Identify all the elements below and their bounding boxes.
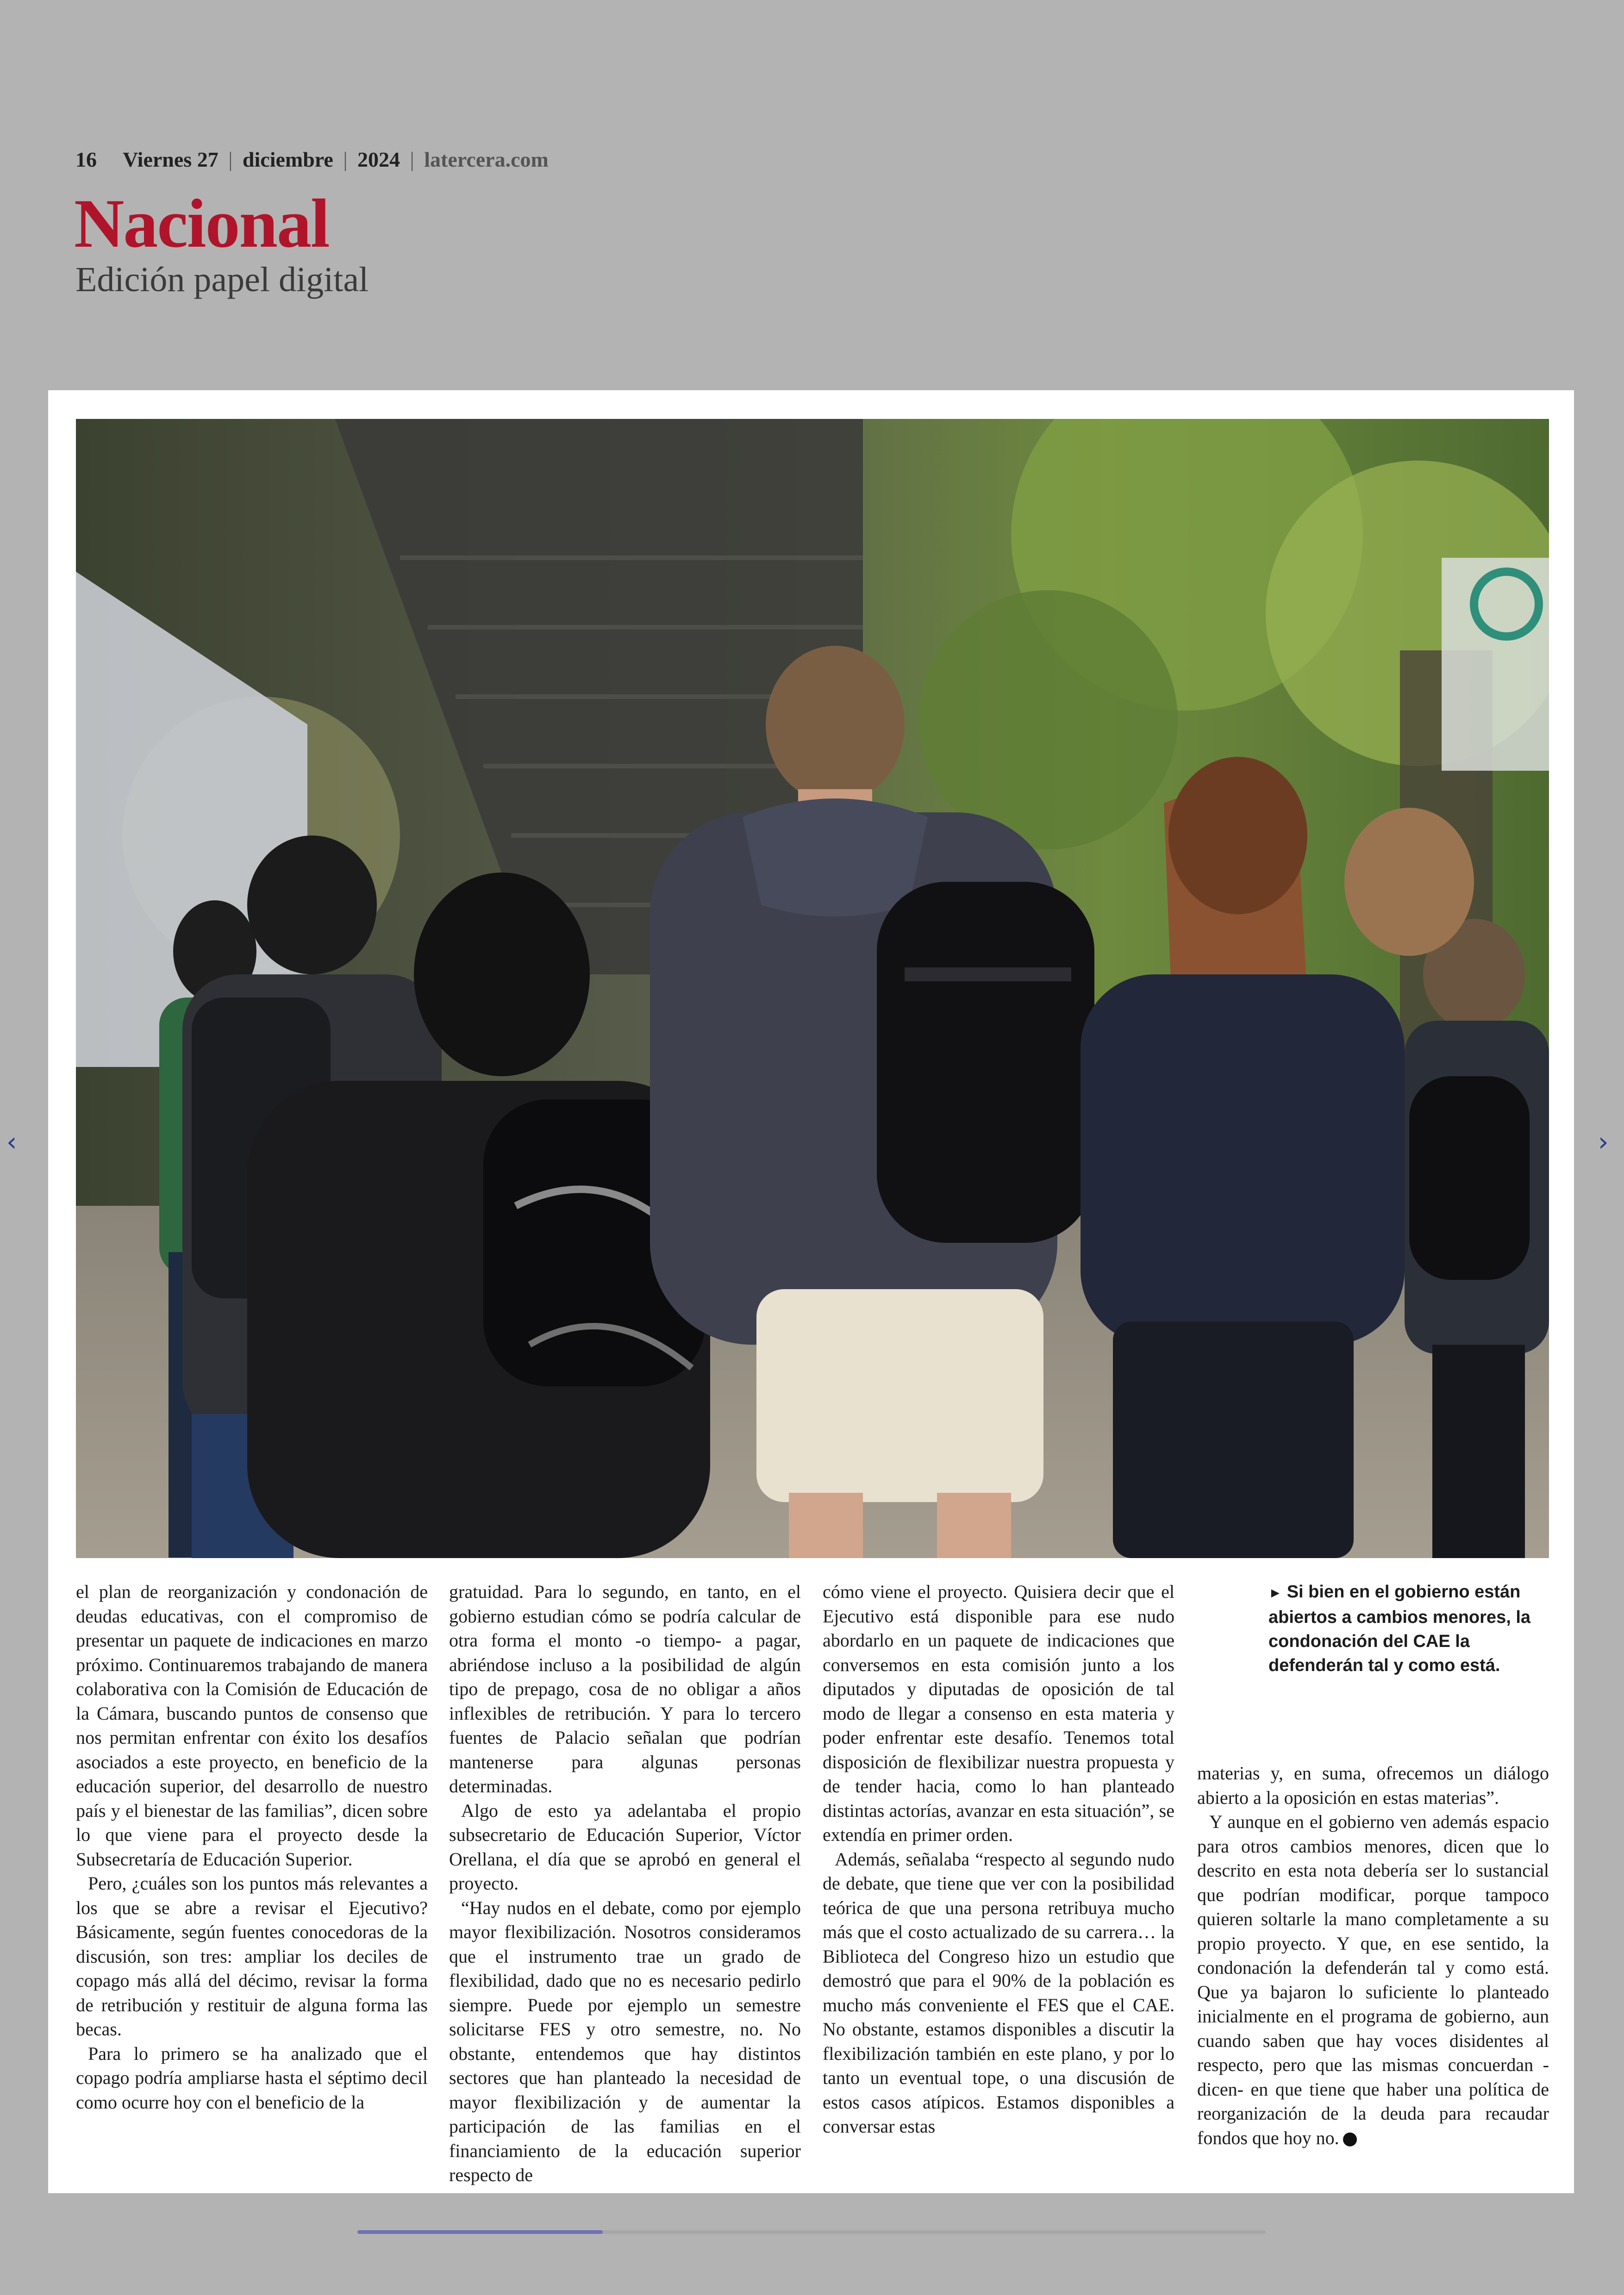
date-year: 2024 (357, 148, 400, 171)
prev-page-arrow-icon[interactable]: ‹ (6, 1127, 17, 1157)
edition-subtitle: Edición papel digital (75, 260, 369, 299)
article-paragraph: materias y, en suma, ofrecemos un diálogo abierto a la oposición en estas materias”. (1197, 1763, 1549, 1808)
article-paragraph: Pero, ¿cuáles son los puntos más relevantes a los que se abre a revisar el Ejecutivo? Básicamente, según fuentes conocedoras de la discusión, son tres: ampliar los deciles de copago más allá del décimo, revisar la forma de retribución y restituir de alguna forma las becas. (76, 1873, 428, 2039)
date-weekday: Viernes 27 (123, 148, 219, 171)
pull-quote-text: Si bien en el gobierno están abiertos a cambios menores, la condonación del CAE la defenderán tal y como está. (1268, 1582, 1531, 1675)
article-paragraph: Para lo primero se ha analizado que el copago podría ampliarse hasta el séptimo decil como ocurre hoy con el beneficio de la (76, 2043, 428, 2113)
article-paragraph-last: Y aunque en el gobierno ven además espacio para otros cambios menores, dicen que lo descrito en esta nota debería ser lo sustancial que podrían modificar, porque tampoco quieren soltarle la mano completamente a su propio proyecto. Y que, en ese sentido, la condonación la defenderán tal y como está. Que ya bajaron lo suficiente lo planteado inicialmente en el programa de gobierno, aun cuando saben que hay voces disidentes al respecto, pero que las mismas concuerdan -dicen- en que tiene que haber una política de reorganización de la deuda para recaudar fondos que hoy no. (1197, 1811, 1549, 2148)
reader-progress-bar[interactable] (357, 2230, 1266, 2234)
page-number: 16 (75, 148, 97, 171)
site-name: latercera.com (424, 148, 549, 171)
article-column-3 (823, 1580, 1174, 2139)
article-end-dot-icon (1343, 2133, 1357, 2146)
section-title: Nacional (74, 185, 329, 262)
article-paragraph: gratuidad. Para lo segundo, en tanto, en el gobierno estudian cómo se podría calcular de otra forma el monto -o tiempo- a pagar, abriéndose incluso a la posibilidad de algún tipo de prepago, cosa de no obligar a años inflexibles de retribución. Y para lo tercero fuentes de Palacio señalan que podrían mantenerse para algunas personas determinadas. (449, 1581, 801, 1796)
article-column-4 (1197, 1761, 1549, 2150)
newspaper-page (48, 390, 1574, 2193)
article-paragraph: el plan de reorganización y condonación de deudas educativas, con el compromiso de presentar un paquete de indicaciones en marzo próximo. Continuaremos trabajando de manera colaborativa con la Comisión de Educación de la Cámara, buscando puntos de consenso que nos permitan enfrentar con éxito los desafíos asociados a este proyecto, en beneficio de la educación superior, del desarrollo de nuestro país y el bienestar de las familias”, dicen sobre lo que viene para el proyecto desde la Subsecretaría de Educación Superior. (76, 1581, 428, 1870)
date-month: diciembre (242, 148, 333, 171)
article-column-2 (449, 1580, 801, 2188)
article-paragraph: “Hay nudos en el debate, como por ejemplo mayor flexibilización. Nosotros consideramos que el instrumento trae un grado de flexibilidad, dado que no es necesario pedirlo siempre. Puede por ejemplo un semestre solicitarse FES y otro semestre, no. No obstante, entendemos que hay distintos sectores que han planteado la necesidad de mayor flexibilización y de aumentar la participación de las familias en el financiamiento de la educación superior respecto de (449, 1897, 801, 2185)
article-column-1 (76, 1580, 428, 2114)
article-paragraph: cómo viene el proyecto. Quisiera decir que el Ejecutivo está disponible para ese nudo abordarlo en un paquete de indicaciones que conversemos en esta comisión junto a los diputados y diputadas de oposición de tal modo de llegar a consenso en esta materia y poder enfrentar este desafío. Tenemos total disposición de flexibilizar nuestra propuesta y de tender hacia, como lo han planteado distintas actorías, avanzar en esta situación”, se extendía en primer orden. (823, 1581, 1174, 1845)
students-photo-illustration (76, 419, 1549, 1558)
reader-progress-fill (357, 2230, 603, 2234)
article-photo (76, 419, 1549, 1558)
next-page-arrow-icon[interactable]: › (1598, 1127, 1609, 1157)
article-paragraph: Algo de esto ya adelantaba el propio subsecretario de Educación Superior, Víctor Orellana, el día que se aprobó en general el proyecto. (449, 1800, 801, 1894)
pull-quote (1268, 1580, 1546, 1678)
masthead-meta: 16 Viernes 27 | diciembre | 2024 | latercera.com (75, 148, 549, 171)
article-paragraph: Además, señalaba “respecto al segundo nudo de debate, que tiene que ver con la posibilidad teórica de que una persona retribuya mucho más que el costo actualizado de su carrera… la Biblioteca del Congreso hizo un estudio que demostró que para el 90% de la población es mucho más conveniente el FES que el CAE. No obstante, estamos disponibles a discutir la flexibilización también en este plano, y por lo tanto un eventual tope, o una discusión de estos casos atípicos. Estamos disponibles a conversar estas (823, 1848, 1174, 2137)
pull-quote-triangle-icon: ► (1268, 1585, 1282, 1601)
